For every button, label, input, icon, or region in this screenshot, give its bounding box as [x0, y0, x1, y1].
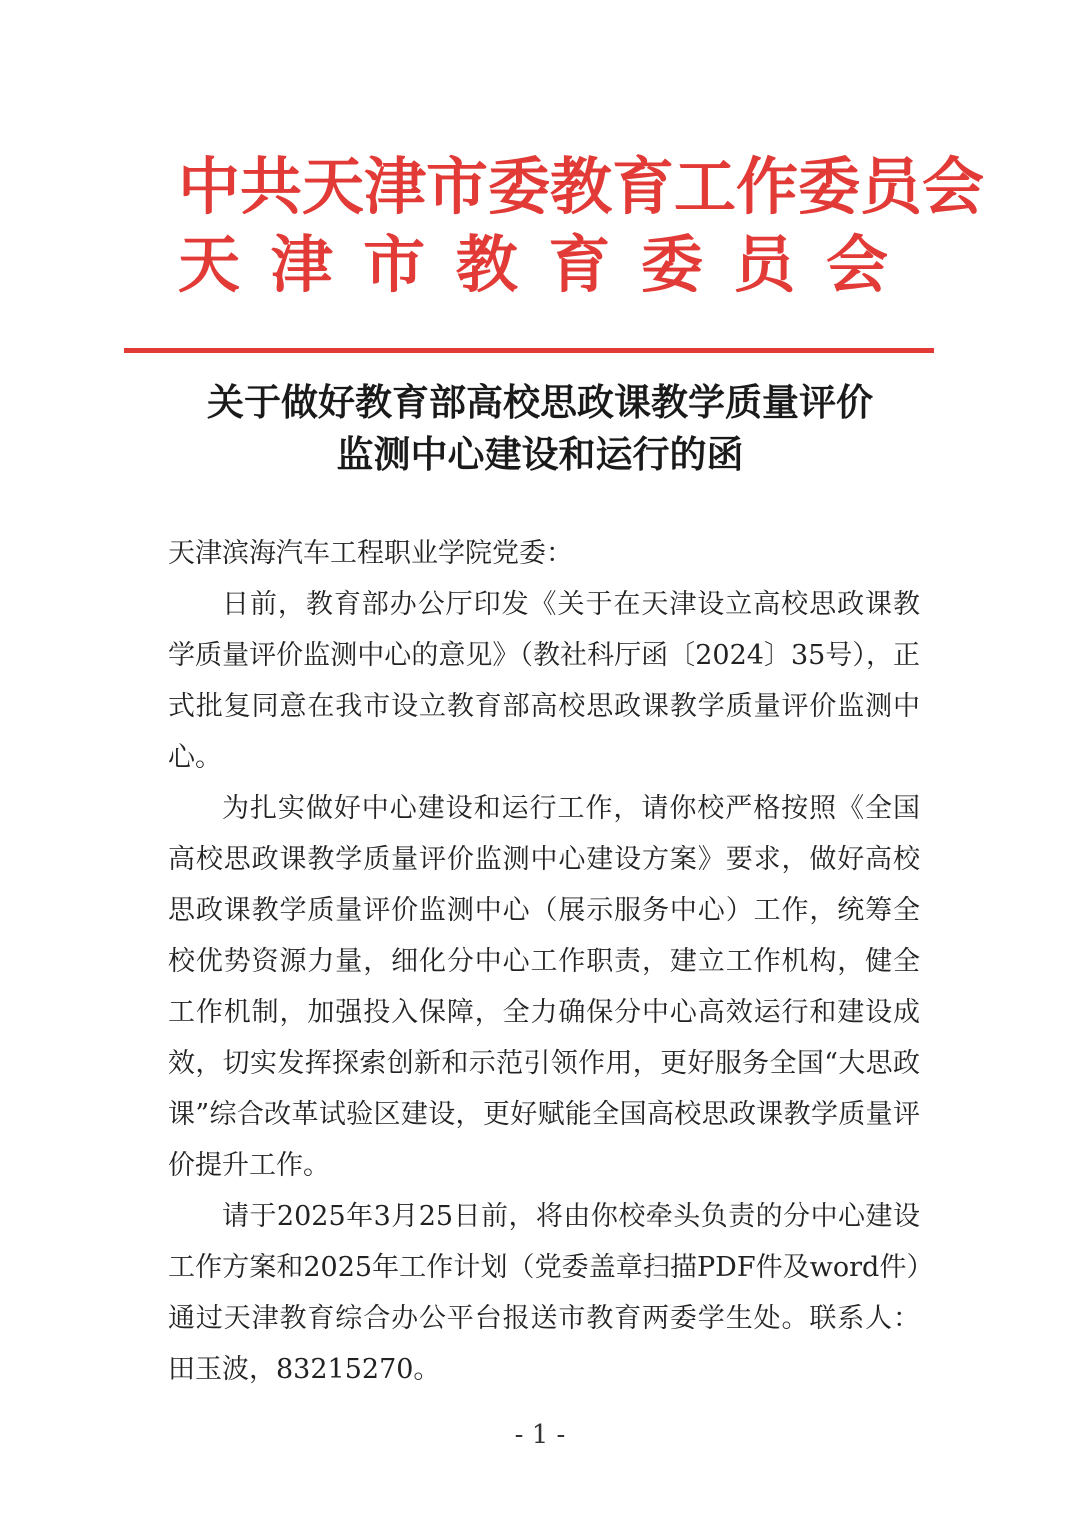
issuer-char: 津: [270, 228, 333, 301]
issuer-char: 市: [363, 228, 426, 301]
document-body: [168, 528, 920, 1395]
red-separator-rule: [124, 348, 934, 353]
issuer-line-education-commission: [178, 228, 888, 302]
issuer-char: 教: [455, 228, 518, 301]
addressee: 天津滨海汽车工程职业学院党委：: [168, 538, 573, 569]
body-paragraph: 为扎实做好中心建设和运行工作，请你校严格按照《全国高校思政课教学质量评价监测中心建设方案》要求，做好高校思政课教学质量评价监测中心（展示服务中心）工作，统筹全校优势资源力量，细化分中心工作职责，建立工作机构，健全工作机制，加强投入保障，全力确保分中心高效运行和建设成效，切实发挥探索创新和示范引领作用，更好服务全国“大思政课”综合改革试验区建设，更好赋能全国高校思政课教学质量评价提升工作。: [168, 793, 920, 1181]
document-title-line-1: 关于做好教育部高校思政课教学质量评价: [207, 380, 873, 424]
issuer-char: 会: [825, 228, 888, 301]
document-title-line-2: 监测中心建设和运行的函: [336, 432, 744, 476]
body-paragraph: 请于2025年3月25日前，将由你校牵头负责的分中心建设工作方案和2025年工作计划（党委盖章扫描PDF件及word件）通过天津教育综合办公平台报送市教育两委学生处。联系人：田玉波，83215270。: [168, 1201, 920, 1385]
page-number: - 1 -: [514, 1420, 566, 1450]
issuer-char: 员: [733, 228, 796, 301]
issuer-char: 天: [178, 228, 241, 301]
issuer-line-party-committee: 中共天津市委教育工作委员会: [178, 150, 985, 223]
issuer-char: 委: [640, 228, 703, 301]
body-paragraph: 日前，教育部办公厅印发《关于在天津设立高校思政课教学质量评价监测中心的意见》（教社科厅函〔2024〕35号），正式批复同意在我市设立教育部高校思政课教学质量评价监测中心。: [168, 589, 920, 773]
issuer-char: 育: [548, 228, 611, 301]
